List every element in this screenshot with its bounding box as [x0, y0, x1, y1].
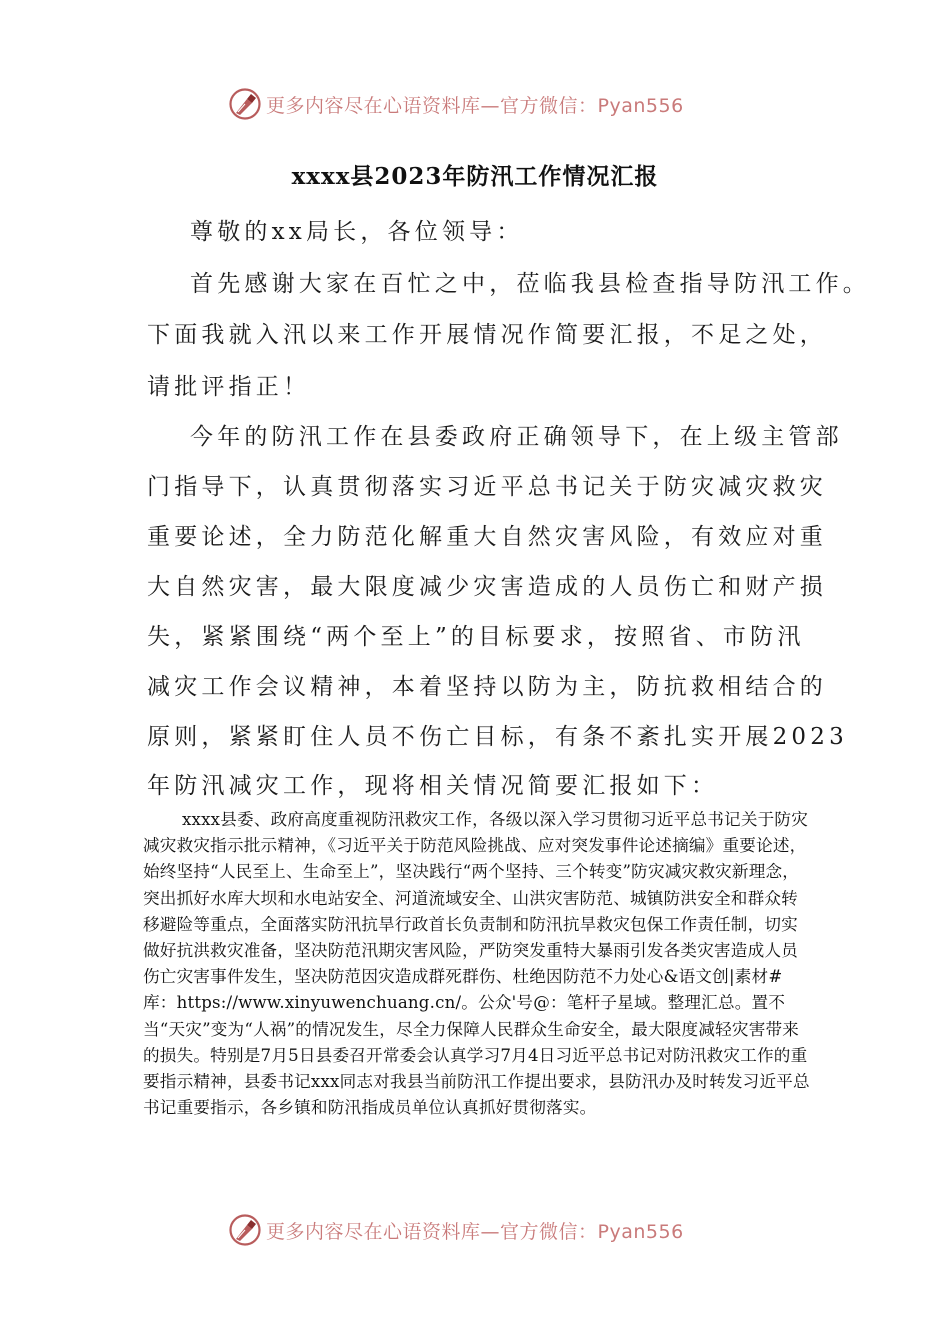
para2-line: 门指导下，认真贯彻落实习近平总书记关于防灾减灾救灾 [147, 474, 827, 500]
para3-body: xxxx县委、政府高度重视防汛救灾工作，各级以深入学习贯彻习近平总书记关于防灾减灾救灾指示批示精神，《习近平关于防范风险挑战、应对突发事件论述摘编》重要论述，始终坚持“人民至上、生命至上”，坚决践行“两个坚持、三个转变”防灾减灾救灾新理念，突出抓好水库大坝和水电站安全、河道流域安全、山洪灾害防范、城镇防洪安全和群众转移避险等重点，全面落实防汛抗旱行政首长负责制和防汛抗旱救灾包保工作责任制，切实做好抗洪救灾准备，坚决防范汛期灾害风险，严防突发重特大暴雨引发各类灾害造成人员伤亡灾害事件发生，坚决防范因灾造成群死群伤、杜绝因防范不力处心&语文创|素材#库：https://www.xinyuwenchuang.cn/。公众'号@：笔杆子星域。整理汇总。置不当“天灾”变为“人祸”的情况发生，尽全力保障人民群众生命安全，最大限度减轻灾害带来的损失。特别是7月5日县委召开常委会认真学习7月4日习近平总书记对防汛救灾工作的重要指示精神，县委书记xxx同志对我县当前防汛工作提出要求，县防汛办及时转发习近平总书记重要指示，各乡镇和防汛指成员单位认真抓好贯彻落实。 [143, 810, 810, 1118]
para2-line: 今年的防汛工作在县委政府正确领导下，在上级主管部 [190, 424, 843, 450]
watermark-text: 更多内容尽在心语资料库—官方微信：Pyan556 [266, 1220, 684, 1243]
watermark-banner-top [228, 84, 684, 124]
para2-line: 减灾工作会议精神，本着坚持以防为主，防抗救相结合的 [147, 674, 827, 700]
watermark-text: 更多内容尽在心语资料库—官方微信：Pyan556 [266, 94, 684, 117]
para1-line: 首先感谢大家在百忙之中，莅临我县检查指导防汛工作。 [190, 271, 870, 297]
para1-line: 请批评指正！ [147, 374, 311, 400]
pen-nib-circle-icon [228, 1213, 262, 1247]
para2-line: 重要论述，全力防范化解重大自然灾害风险，有效应对重 [147, 524, 827, 550]
watermark-banner-bottom [228, 1210, 684, 1250]
document-title: xxxx县2023年防汛工作情况汇报 [291, 163, 659, 190]
para2-line: 原则，紧紧盯住人员不伤亡目标，有条不紊扎实开展2023 [147, 724, 848, 750]
para2-line: 大自然灾害，最大限度减少灾害造成的人员伤亡和财产损 [147, 574, 827, 600]
para1-line: 下面我就入汛以来工作开展情况作简要汇报，不足之处， [147, 322, 827, 348]
para2-line: 年防汛减灾工作，现将相关情况简要汇报如下： [147, 773, 719, 799]
para2-line: 失，紧紧围绕“两个至上”的目标要求，按照省、市防汛 [147, 624, 805, 650]
salutation: 尊敬的xx局长，各位领导： [190, 219, 524, 245]
pen-nib-circle-icon [228, 87, 262, 121]
